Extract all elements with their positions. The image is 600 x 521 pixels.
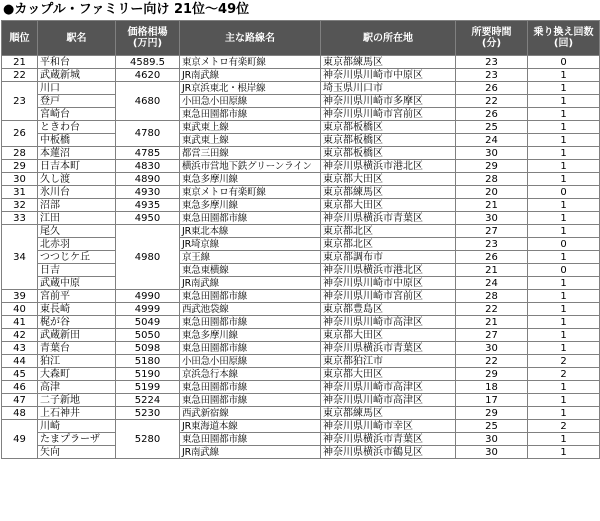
time-cell: 29	[456, 160, 528, 173]
transfers-cell: 1	[528, 108, 600, 121]
station-cell: つつじケ丘	[38, 251, 116, 264]
station-cell: 東長崎	[38, 303, 116, 316]
transfers-cell: 1	[528, 316, 600, 329]
rank-cell: 46	[2, 381, 38, 394]
station-cell: 平和台	[38, 56, 116, 69]
price-cell: 4780	[116, 121, 180, 147]
ranking-table	[1, 20, 600, 459]
line-cell: JR南武線	[180, 446, 321, 459]
line-cell: 横浜市営地下鉄グリーンライン	[180, 160, 321, 173]
table-row	[2, 238, 600, 251]
transfers-cell: 0	[528, 238, 600, 251]
transfers-cell: 1	[528, 394, 600, 407]
line-cell: 京浜急行本線	[180, 368, 321, 381]
location-cell: 東京都大田区	[321, 173, 456, 186]
transfers-cell: 1	[528, 199, 600, 212]
station-cell: 狛江	[38, 355, 116, 368]
table-body	[2, 56, 600, 459]
rank-cell: 44	[2, 355, 38, 368]
table-row	[2, 212, 600, 225]
table-row	[2, 316, 600, 329]
transfers-cell: 1	[528, 251, 600, 264]
transfers-cell: 2	[528, 420, 600, 433]
table-row	[2, 121, 600, 134]
transfers-cell: 1	[528, 303, 600, 316]
table-row	[2, 368, 600, 381]
line-cell: 都営三田線	[180, 147, 321, 160]
location-cell: 東京都練馬区	[321, 407, 456, 420]
location-cell: 東京都北区	[321, 238, 456, 251]
line-cell: JR南武線	[180, 69, 321, 82]
rank-cell: 45	[2, 368, 38, 381]
rank-cell: 42	[2, 329, 38, 342]
time-cell: 25	[456, 420, 528, 433]
transfers-cell: 0	[528, 264, 600, 277]
price-cell: 5050	[116, 329, 180, 342]
line-cell: JR京浜東北・根岸線	[180, 82, 321, 95]
station-cell: 氷川台	[38, 186, 116, 199]
transfers-cell: 1	[528, 173, 600, 186]
line-cell: 小田急小田原線	[180, 95, 321, 108]
price-cell: 4990	[116, 290, 180, 303]
rank-cell: 40	[2, 303, 38, 316]
rank-cell: 28	[2, 147, 38, 160]
time-cell: 20	[456, 186, 528, 199]
table-row	[2, 342, 600, 355]
time-cell: 21	[456, 264, 528, 277]
line-cell: JR東北本線	[180, 225, 321, 238]
line-cell: JR東海道本線	[180, 420, 321, 433]
station-cell: 川口	[38, 82, 116, 95]
table-row	[2, 251, 600, 264]
transfers-cell: 1	[528, 446, 600, 459]
station-cell: 沼部	[38, 199, 116, 212]
station-cell: 矢向	[38, 446, 116, 459]
station-cell: 青葉台	[38, 342, 116, 355]
price-cell: 5199	[116, 381, 180, 394]
time-cell: 23	[456, 238, 528, 251]
time-cell: 21	[456, 199, 528, 212]
time-cell: 18	[456, 381, 528, 394]
time-cell: 24	[456, 277, 528, 290]
station-cell: 宮崎台	[38, 108, 116, 121]
station-cell: 大森町	[38, 368, 116, 381]
rank-cell: 30	[2, 173, 38, 186]
header-rank: 順位	[2, 21, 38, 56]
line-cell: 東急多摩川線	[180, 173, 321, 186]
table-row	[2, 264, 600, 277]
table-row	[2, 69, 600, 82]
location-cell: 神奈川県川崎市高津区	[321, 394, 456, 407]
line-cell: 西武池袋線	[180, 303, 321, 316]
price-cell: 5180	[116, 355, 180, 368]
table-row	[2, 303, 600, 316]
station-cell: 本蓮沼	[38, 147, 116, 160]
transfers-cell: 2	[528, 368, 600, 381]
location-cell: 東京都練馬区	[321, 186, 456, 199]
transfers-cell: 1	[528, 407, 600, 420]
table-row	[2, 108, 600, 121]
time-cell: 22	[456, 303, 528, 316]
location-cell: 神奈川県川崎市中原区	[321, 69, 456, 82]
line-cell: 東武東上線	[180, 121, 321, 134]
table-row	[2, 394, 600, 407]
location-cell: 神奈川県川崎市宮前区	[321, 290, 456, 303]
price-cell: 4999	[116, 303, 180, 316]
line-cell: 東京メトロ有楽町線	[180, 56, 321, 69]
rank-cell: 39	[2, 290, 38, 303]
line-cell: 京王線	[180, 251, 321, 264]
line-cell: 東急田園都市線	[180, 381, 321, 394]
transfers-cell: 1	[528, 160, 600, 173]
line-cell: 東急多摩川線	[180, 199, 321, 212]
location-cell: 神奈川県川崎市高津区	[321, 316, 456, 329]
time-cell: 30	[456, 147, 528, 160]
location-cell: 神奈川県川崎市中原区	[321, 277, 456, 290]
station-cell: 上石神井	[38, 407, 116, 420]
header-price: 価格相場 (万円)	[116, 21, 180, 56]
table-row	[2, 381, 600, 394]
transfers-cell: 1	[528, 82, 600, 95]
header-time: 所要時間 (分)	[456, 21, 528, 56]
line-cell: 東急東横線	[180, 264, 321, 277]
time-cell: 25	[456, 121, 528, 134]
location-cell: 神奈川県川崎市高津区	[321, 381, 456, 394]
price-cell: 4950	[116, 212, 180, 225]
transfers-cell: 1	[528, 381, 600, 394]
price-cell: 4935	[116, 199, 180, 212]
price-cell: 5280	[116, 420, 180, 459]
station-cell: 武蔵新田	[38, 329, 116, 342]
time-cell: 30	[456, 212, 528, 225]
price-cell: 4680	[116, 82, 180, 121]
location-cell: 神奈川県川崎市幸区	[321, 420, 456, 433]
price-cell: 5190	[116, 368, 180, 381]
table-row	[2, 160, 600, 173]
location-cell: 神奈川県横浜市港北区	[321, 160, 456, 173]
station-cell: 武蔵中原	[38, 277, 116, 290]
rank-cell: 31	[2, 186, 38, 199]
rank-cell: 33	[2, 212, 38, 225]
station-cell: 久し渡	[38, 173, 116, 186]
line-cell: JR埼京線	[180, 238, 321, 251]
table-row	[2, 147, 600, 160]
location-cell: 東京都豊島区	[321, 303, 456, 316]
time-cell: 17	[456, 394, 528, 407]
time-cell: 23	[456, 69, 528, 82]
line-cell: 東武東上線	[180, 134, 321, 147]
location-cell: 神奈川県川崎市多摩区	[321, 95, 456, 108]
table-row	[2, 446, 600, 459]
location-cell: 東京都大田区	[321, 329, 456, 342]
table-row	[2, 199, 600, 212]
time-cell: 24	[456, 134, 528, 147]
time-cell: 27	[456, 225, 528, 238]
line-cell: 東急田園都市線	[180, 108, 321, 121]
price-cell: 4890	[116, 173, 180, 186]
station-cell: 日吉本町	[38, 160, 116, 173]
time-cell: 27	[456, 329, 528, 342]
time-cell: 26	[456, 82, 528, 95]
station-cell: 江田	[38, 212, 116, 225]
station-cell: ときわ台	[38, 121, 116, 134]
transfers-cell: 1	[528, 212, 600, 225]
rank-cell: 23	[2, 82, 38, 121]
price-cell: 4620	[116, 69, 180, 82]
station-cell: 高津	[38, 381, 116, 394]
line-cell: 東急田園都市線	[180, 290, 321, 303]
line-cell: 東急田園都市線	[180, 342, 321, 355]
header-transfers: 乗り換え回数 (回)	[528, 21, 600, 56]
line-cell: 東急多摩川線	[180, 329, 321, 342]
location-cell: 東京都狛江市	[321, 355, 456, 368]
time-cell: 22	[456, 95, 528, 108]
line-cell: 東京メトロ有楽町線	[180, 186, 321, 199]
rank-cell: 26	[2, 121, 38, 147]
rank-cell: 49	[2, 420, 38, 459]
station-cell: 武蔵新城	[38, 69, 116, 82]
rank-cell: 43	[2, 342, 38, 355]
table-row	[2, 355, 600, 368]
time-cell: 28	[456, 290, 528, 303]
table-row	[2, 433, 600, 446]
location-cell: 神奈川県横浜市青葉区	[321, 433, 456, 446]
time-cell: 30	[456, 446, 528, 459]
location-cell: 神奈川県横浜市港北区	[321, 264, 456, 277]
time-cell: 21	[456, 316, 528, 329]
transfers-cell: 1	[528, 342, 600, 355]
location-cell: 神奈川県川崎市宮前区	[321, 108, 456, 121]
price-cell: 4785	[116, 147, 180, 160]
transfers-cell: 1	[528, 277, 600, 290]
rank-cell: 29	[2, 160, 38, 173]
line-cell: 西武新宿線	[180, 407, 321, 420]
price-cell: 4930	[116, 186, 180, 199]
price-cell: 5098	[116, 342, 180, 355]
rank-cell: 22	[2, 69, 38, 82]
header-station: 駅名	[38, 21, 116, 56]
table-row	[2, 95, 600, 108]
transfers-cell: 1	[528, 433, 600, 446]
line-cell: JR南武線	[180, 277, 321, 290]
transfers-cell: 1	[528, 69, 600, 82]
transfers-cell: 1	[528, 134, 600, 147]
location-cell: 東京都板橋区	[321, 134, 456, 147]
price-cell: 4830	[116, 160, 180, 173]
location-cell: 東京都大田区	[321, 368, 456, 381]
time-cell: 30	[456, 342, 528, 355]
line-cell: 小田急小田原線	[180, 355, 321, 368]
rank-cell: 32	[2, 199, 38, 212]
line-cell: 東急田園都市線	[180, 394, 321, 407]
price-cell: 4980	[116, 225, 180, 290]
table-row	[2, 225, 600, 238]
transfers-cell: 2	[528, 355, 600, 368]
transfers-cell: 0	[528, 186, 600, 199]
table-row	[2, 82, 600, 95]
line-cell: 東急田園都市線	[180, 316, 321, 329]
station-cell: たまプラーザ	[38, 433, 116, 446]
transfers-cell: 1	[528, 290, 600, 303]
station-cell: 宮前平	[38, 290, 116, 303]
line-cell: 東急田園都市線	[180, 433, 321, 446]
header-location: 駅の所在地	[321, 21, 456, 56]
station-cell: 中板橋	[38, 134, 116, 147]
location-cell: 東京都大田区	[321, 199, 456, 212]
station-cell: 二子新地	[38, 394, 116, 407]
page-title: ●カップル・ファミリー向け 21位〜49位	[3, 2, 250, 17]
time-cell: 26	[456, 108, 528, 121]
rank-cell: 47	[2, 394, 38, 407]
transfers-cell: 1	[528, 95, 600, 108]
table-row	[2, 407, 600, 420]
station-cell: 川崎	[38, 420, 116, 433]
location-cell: 東京都練馬区	[321, 56, 456, 69]
station-cell: 日吉	[38, 264, 116, 277]
price-cell: 4589.5	[116, 56, 180, 69]
table-row	[2, 329, 600, 342]
transfers-cell: 1	[528, 329, 600, 342]
transfers-cell: 0	[528, 56, 600, 69]
transfers-cell: 1	[528, 225, 600, 238]
station-cell: 尾久	[38, 225, 116, 238]
price-cell: 5230	[116, 407, 180, 420]
table-row	[2, 420, 600, 433]
transfers-cell: 1	[528, 147, 600, 160]
station-cell: 登戸	[38, 95, 116, 108]
table-row	[2, 290, 600, 303]
location-cell: 東京都板橋区	[321, 147, 456, 160]
table-row	[2, 56, 600, 69]
header-row	[2, 21, 600, 56]
time-cell: 23	[456, 56, 528, 69]
table-row	[2, 277, 600, 290]
station-cell: 北赤羽	[38, 238, 116, 251]
time-cell: 29	[456, 407, 528, 420]
table-row	[2, 186, 600, 199]
price-cell: 5224	[116, 394, 180, 407]
location-cell: 東京都板橋区	[321, 121, 456, 134]
location-cell: 神奈川県横浜市鶴見区	[321, 446, 456, 459]
table-row	[2, 173, 600, 186]
station-cell: 梶が谷	[38, 316, 116, 329]
header-lines: 主な路線名	[180, 21, 321, 56]
time-cell: 28	[456, 173, 528, 186]
time-cell: 22	[456, 355, 528, 368]
time-cell: 29	[456, 368, 528, 381]
location-cell: 東京都北区	[321, 225, 456, 238]
table-row	[2, 134, 600, 147]
location-cell: 埼玉県川口市	[321, 82, 456, 95]
rank-cell: 41	[2, 316, 38, 329]
location-cell: 神奈川県横浜市青葉区	[321, 342, 456, 355]
line-cell: 東急田園都市線	[180, 212, 321, 225]
time-cell: 30	[456, 433, 528, 446]
location-cell: 神奈川県横浜市青葉区	[321, 212, 456, 225]
rank-cell: 34	[2, 225, 38, 290]
location-cell: 東京都調布市	[321, 251, 456, 264]
transfers-cell: 1	[528, 121, 600, 134]
rank-cell: 21	[2, 56, 38, 69]
rank-cell: 48	[2, 407, 38, 420]
price-cell: 5049	[116, 316, 180, 329]
time-cell: 26	[456, 251, 528, 264]
